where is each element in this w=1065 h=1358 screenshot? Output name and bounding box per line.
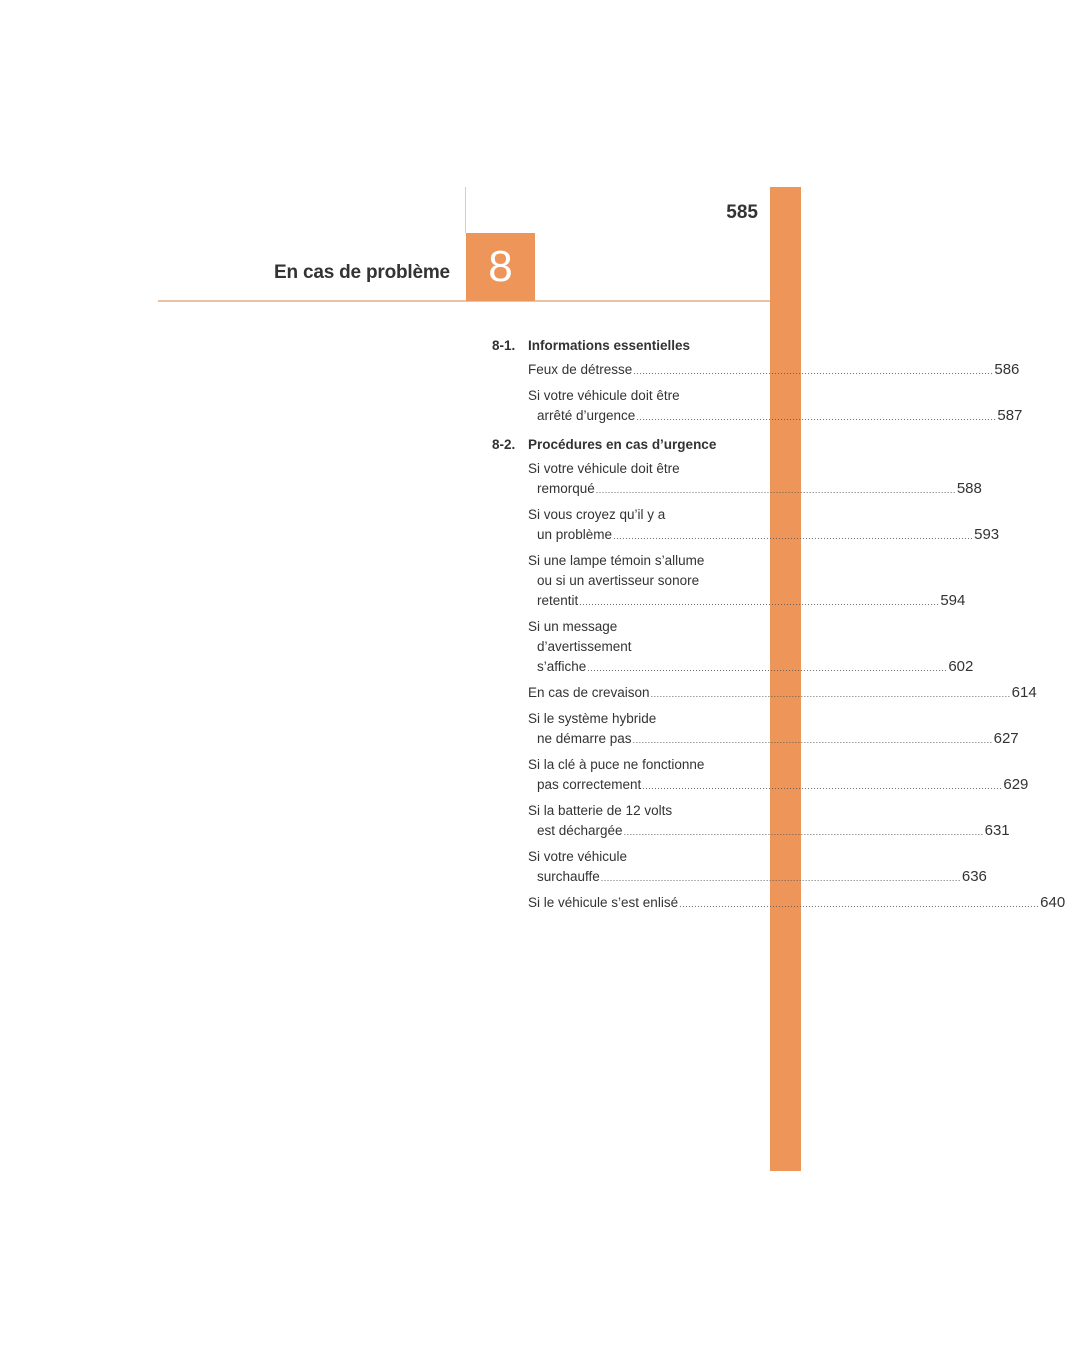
toc-entry[interactable] (528, 617, 974, 678)
chapter-number: 8 (488, 242, 513, 291)
toc-entry[interactable] (528, 459, 982, 500)
toc-section-heading[interactable] (492, 433, 740, 455)
toc-entry-line: Si votre véhicule (528, 849, 628, 864)
toc-entry-last-line (528, 406, 1023, 427)
toc-entry-line: Si une lampe témoin s’allume (528, 553, 705, 568)
toc-entry-line: Feux de détresse (528, 362, 633, 377)
toc-entry-last-line (528, 591, 966, 612)
toc-dot-leader: ........................................................................................................................ (633, 366, 994, 376)
toc-entry[interactable] (528, 801, 1010, 842)
chapter-side-tab (770, 187, 801, 1171)
toc-entry-last-line (528, 867, 987, 888)
toc-entry-page: 614 (1011, 684, 1037, 701)
toc-entry-page: 631 (984, 822, 1010, 839)
toc-entry-page: 586 (994, 361, 1020, 378)
chapter-title: En cas de problème (274, 262, 450, 283)
toc-entry-page: 629 (1003, 776, 1029, 793)
toc-dot-leader: ........................................................................................................................ (636, 412, 997, 422)
page-number: 585 (726, 202, 758, 223)
toc-entry[interactable] (528, 505, 1000, 546)
toc-entry[interactable] (528, 847, 987, 888)
toc-dot-leader: ........................................................................................................................ (679, 899, 1040, 909)
toc-dot-leader: ........................................................................................................................ (613, 531, 974, 541)
toc-entry-line: arrêté d’urgence (537, 408, 636, 423)
toc-entry-line: ne démarre pas (537, 731, 632, 746)
toc-entry-line: d’avertissement (537, 639, 632, 654)
toc-entry-page: 627 (993, 730, 1019, 747)
toc-entry[interactable] (528, 709, 1019, 750)
toc-entry-line: retentit (537, 593, 579, 608)
toc-entry-page: 594 (940, 592, 966, 609)
header-divider-vertical (465, 187, 466, 233)
toc-entry[interactable] (528, 360, 1020, 381)
toc-section-heading[interactable] (492, 334, 740, 356)
toc-entry-last-line (528, 360, 1020, 381)
toc-entry-line: pas correctement (537, 777, 642, 792)
toc-dot-leader: ........................................................................................................................ (600, 873, 961, 883)
toc-entry-page: 602 (948, 658, 974, 675)
toc-section (492, 433, 1065, 914)
toc-section-number: 8-2. (492, 436, 516, 452)
toc-entry[interactable] (528, 893, 1065, 914)
toc-entry-line: Si le système hybride (528, 711, 657, 726)
toc-entry-line: remorqué (537, 481, 595, 496)
toc-section-title: Procédures en cas d’urgence (528, 436, 717, 452)
toc-dot-leader: ........................................................................................................................ (642, 781, 1003, 791)
chapter-number-box (466, 233, 535, 301)
toc-entry[interactable] (528, 551, 966, 612)
toc-dot-leader: ........................................................................................................................ (623, 827, 984, 837)
toc-entry-line: ou si un avertisseur sonore (537, 573, 700, 588)
toc-entry-last-line (528, 775, 1029, 796)
toc-entry-line: Si le véhicule s’est enlisé (528, 895, 679, 910)
toc-section-number: 8-1. (492, 337, 516, 353)
toc-entry-line: est déchargée (537, 823, 623, 838)
toc-entry-last-line (528, 821, 1010, 842)
toc-section (492, 334, 1023, 427)
table-of-contents (492, 334, 1065, 920)
toc-dot-leader: ........................................................................................................................ (587, 663, 948, 673)
toc-entry-line: un problème (537, 527, 613, 542)
toc-entry-page: 588 (956, 480, 982, 497)
toc-dot-leader: ........................................................................................................................ (579, 597, 940, 607)
header-rule (158, 300, 770, 302)
toc-entry-last-line (528, 525, 1000, 546)
toc-entry-page: 587 (997, 407, 1023, 424)
toc-entry-line: En cas de crevaison (528, 685, 650, 700)
toc-entry[interactable] (528, 386, 1023, 427)
toc-dot-leader: ........................................................................................................................ (595, 485, 956, 495)
toc-dot-leader: ........................................................................................................................ (632, 735, 993, 745)
toc-entry-line: Si votre véhicule doit être (528, 388, 680, 403)
toc-entry-last-line (528, 657, 974, 678)
toc-section-title: Informations essentielles (528, 337, 691, 353)
toc-entry-line: s’affiche (537, 659, 587, 674)
toc-entry-page: 636 (961, 868, 987, 885)
toc-entry-last-line (528, 683, 1037, 704)
toc-entry-line: Si votre véhicule doit être (528, 461, 680, 476)
toc-entry-last-line (528, 893, 1065, 914)
toc-entry[interactable] (528, 683, 1037, 704)
toc-entry-line: Si vous croyez qu’il y a (528, 507, 666, 522)
toc-entry-line: Si la batterie de 12 volts (528, 803, 673, 818)
toc-entry-line: surchauffe (537, 869, 600, 884)
toc-entry-page: 593 (974, 526, 1000, 543)
toc-entry-last-line (528, 729, 1019, 750)
toc-entry-page: 640 (1040, 894, 1065, 911)
toc-entry-line: Si la clé à puce ne fonctionne (528, 757, 705, 772)
toc-entry[interactable] (528, 755, 1029, 796)
toc-dot-leader: ........................................................................................................................ (650, 689, 1011, 699)
toc-entry-last-line (528, 479, 982, 500)
toc-entry-line: Si un message (528, 619, 618, 634)
